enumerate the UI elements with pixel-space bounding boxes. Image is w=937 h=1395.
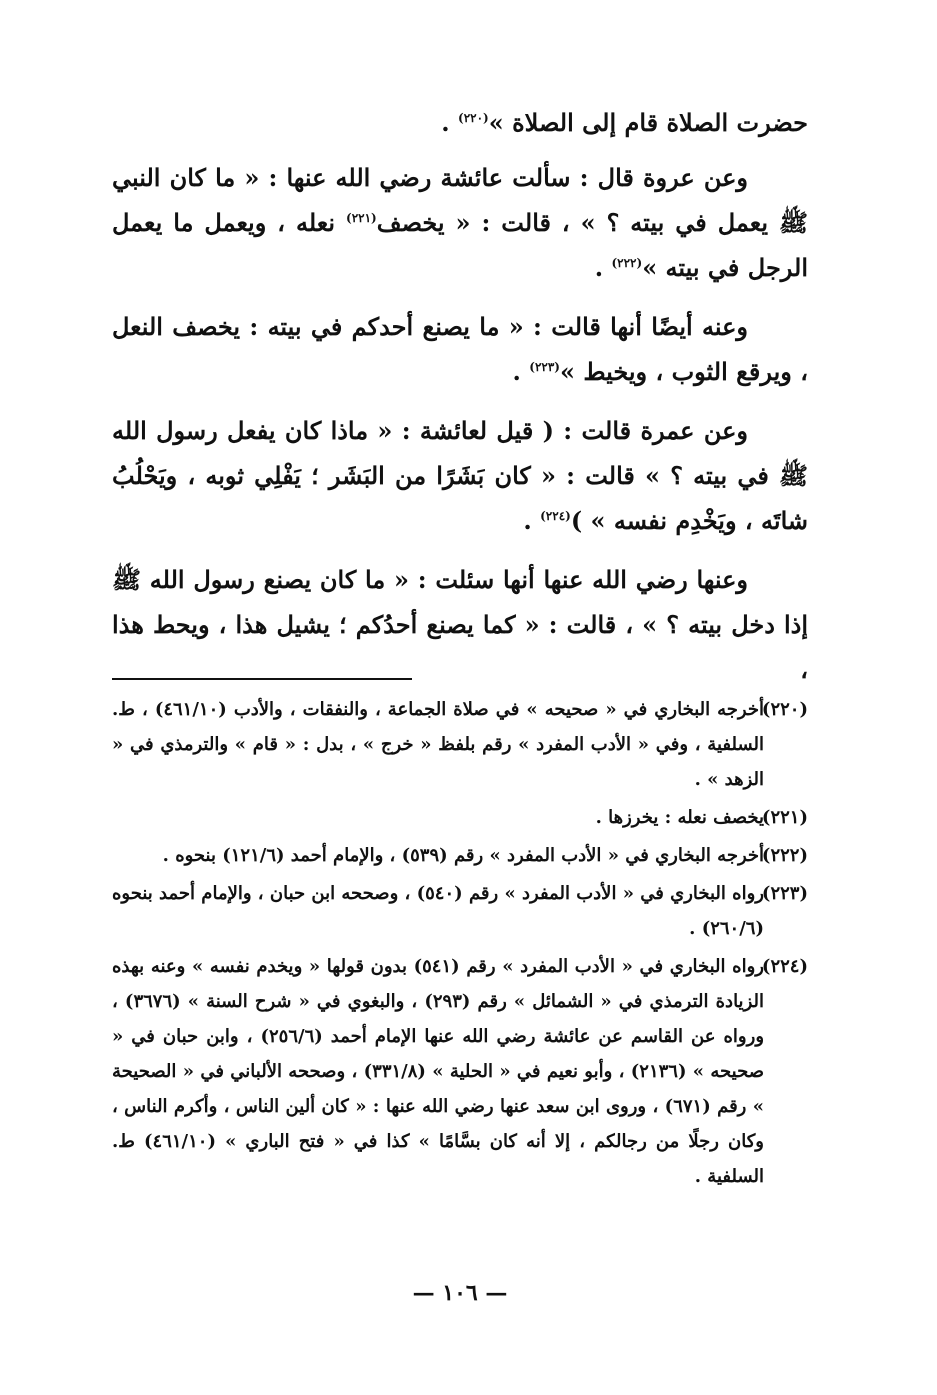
paragraph-text: وعنه أيضًا أنها قالت : « ما يصنع أحدكم في بيته : يخصف النعل ، ويرقع الثوب ، ويخيط »: [112, 312, 808, 386]
footnote-222: [112, 838, 808, 873]
paragraph-3: [112, 304, 808, 394]
footnote-number: (٢٢٢): [761, 845, 808, 866]
footnote-ref[interactable]: (٢٢١): [346, 211, 377, 225]
paragraph-text: حضرت الصلاة قام إلى الصلاة »: [488, 108, 808, 137]
footnote-text: رواه البخاري في « الأدب المفرد » رقم (٥٤٠) ، وصححه ابن حبان ، والإمام أحمد بنحوه (٢٦٠/٦) .: [112, 883, 764, 939]
footnote-ref[interactable]: (٢٢٠): [458, 111, 489, 125]
paragraph-end: .: [441, 108, 459, 137]
footnotes: [112, 692, 808, 1197]
footnote-ref[interactable]: (٢٢٣): [529, 360, 560, 374]
page-number: — ١٠٦ —: [412, 1280, 508, 1306]
footnote-divider: [112, 678, 412, 680]
footnote-number: (٢٢١): [761, 807, 808, 828]
footnote-ref[interactable]: (٢٢٢): [611, 256, 643, 270]
footnote-ref[interactable]: (٢٢٤): [540, 509, 571, 523]
footnote-text: أخرجه البخاري في « صحيحه » في صلاة الجماعة ، والنفقات ، والأدب (٤٦١/١٠) ، ط. السلفية ، وفي « الأدب المفرد » رقم بلفظ « خرج » ، بدل : « قام » والترمذي في « الزهد » .: [112, 699, 764, 790]
paragraph-2: [112, 155, 808, 290]
footnote-224: [112, 949, 808, 1194]
footnote-text: يخصف نعله : يخرزها .: [595, 807, 764, 828]
footnote-221: [112, 800, 808, 835]
footnote-text: رواه البخاري في « الأدب المفرد » رقم (٥٤١) بدون قولها « ويخدم نفسه » وعنه بهذه الزيادة الترمذي في « الشمائل » رقم (٢٩٣) ، والبغوي في « شرح السنة » (٣٦٧٦) ، ورواه عن القاسم عن عائشة رضي الله عنها الإمام أحمد (٢٥٦/٦) ، وابن حبان في « صحيحه » (٢١٣٦) ، وأبو نعيم في « الحلية » (٣٣١/٨) ، وصححه الألباني في « الصحيحة » رقم (٦٧١) ، وروى ابن سعد عنها رضي الله عنها : « كان ألين الناس ، وأكرم الناس ، وكان رجلًا من رجالكم ، إلا أنه كان بسَّامًا » كذا في « فتح الباري » (٤٦١/١٠) ط. السلفية .: [112, 956, 765, 1187]
paragraph-text: وعنها رضي الله عنها أنها سئلت : « ما كان يصنع رسول الله ﷺ إذا دخل بيته ؟ » ، قالت : « كما يصنع أحدُكم ؛ يشيل هذا ، ويحط هذا ،: [112, 565, 808, 684]
paragraph-text: وعن عمرة قالت : ( قيل لعائشة : « ماذا كان يفعل رسول الله ﷺ في بيته ؟ » قالت : « كان بَشَرًا من البَشَر ؛ يَفْلِي ثوبه ، ويَحْلُبُ شاتَه ، ويَخْدِم نفسه » ): [112, 416, 808, 535]
paragraph-end: .: [512, 357, 530, 386]
paragraph-1: [112, 100, 808, 145]
paragraph-end: .: [523, 506, 541, 535]
footnote-text: أخرجه البخاري في « الأدب المفرد » رقم (٥٣٩) ، والإمام أحمد (١٢١/٦) بنحوه .: [162, 845, 764, 866]
main-text: [112, 100, 808, 692]
paragraph-5: [112, 557, 808, 692]
footnote-number: (٢٢٤): [761, 956, 808, 977]
footnote-220: [112, 692, 808, 797]
paragraph-text: وعن عروة قال : سألت عائشة رضي الله عنها : « ما كان النبي ﷺ يعمل في بيته ؟ » ، قالت : « يخصف: [112, 163, 809, 237]
footnote-number: (٢٢٠): [761, 699, 808, 720]
paragraph-end: .: [594, 253, 612, 282]
document-page: [112, 100, 808, 1360]
footnote-number: (٢٢٣): [761, 883, 808, 904]
paragraph-text-continued: نعله ، ويعمل ما يعمل الرجل في بيته »: [112, 208, 808, 282]
paragraph-4: [112, 408, 808, 543]
footnote-223: [112, 876, 808, 946]
